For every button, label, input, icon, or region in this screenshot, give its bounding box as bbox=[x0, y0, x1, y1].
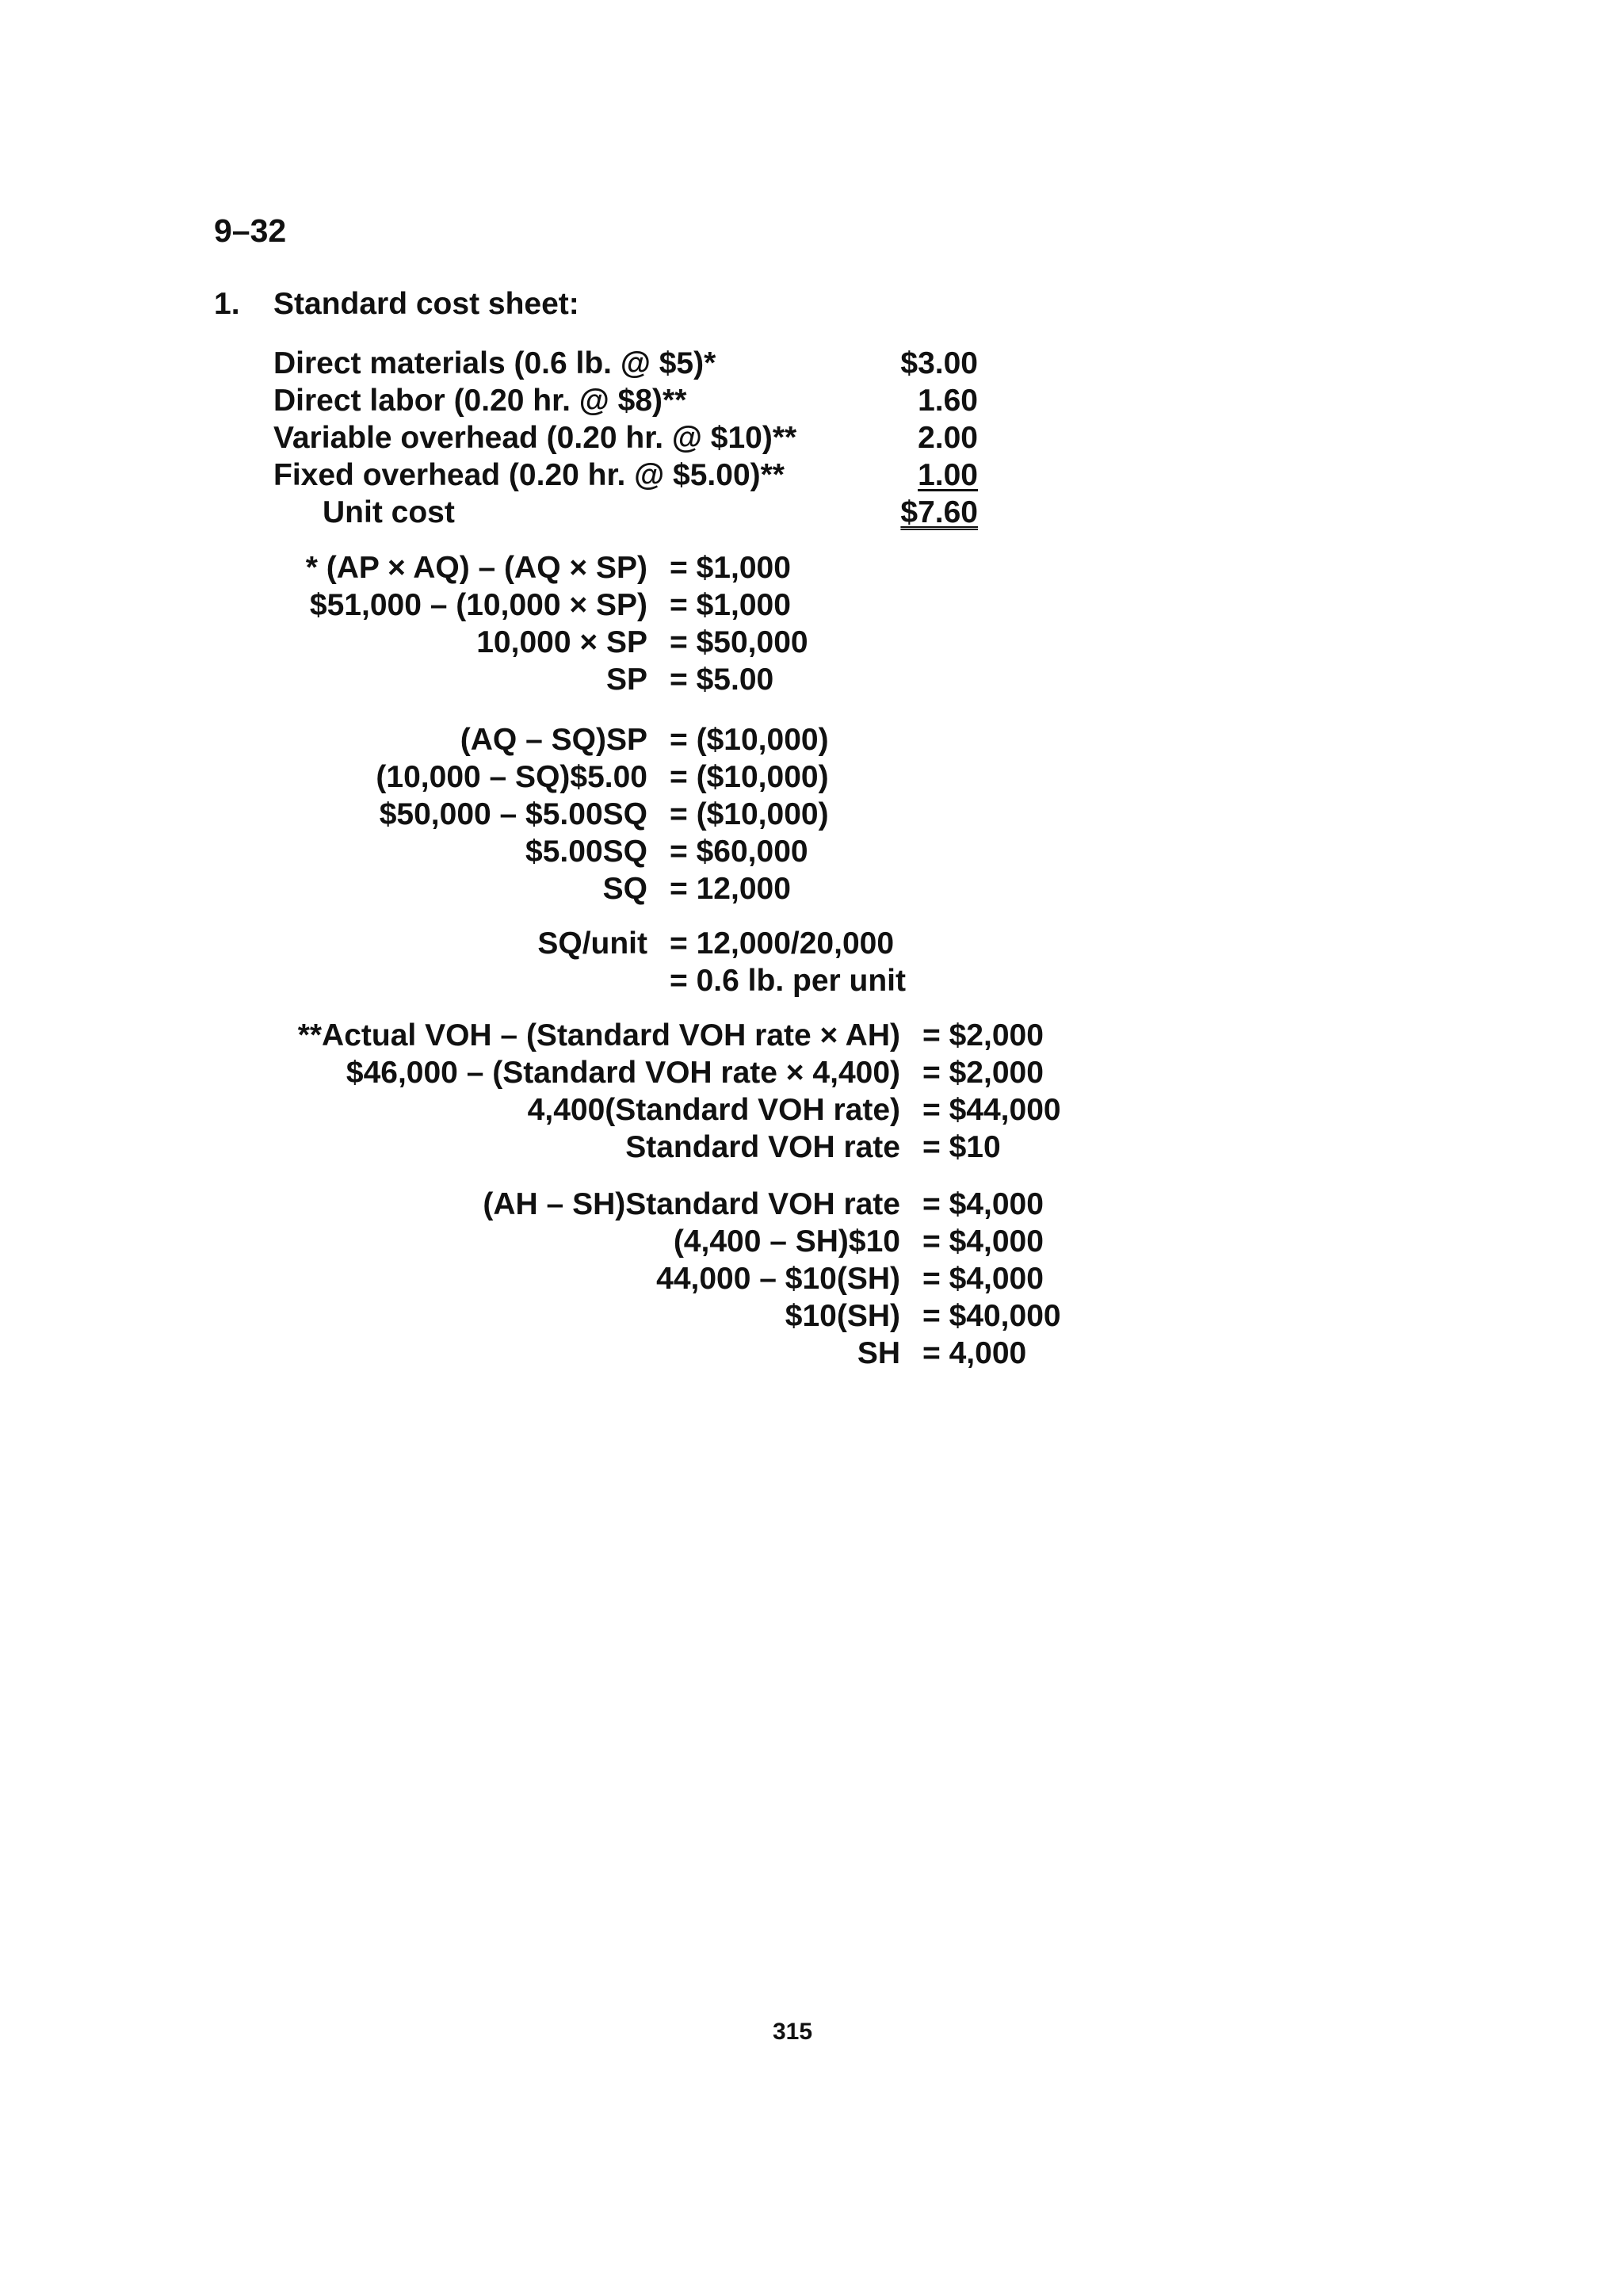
calc-row bbox=[0, 721, 829, 758]
cost-label: Direct labor (0.20 hr. @ $8)** bbox=[273, 384, 687, 418]
calc-rhs: = $10 bbox=[922, 1130, 1001, 1164]
calc-row bbox=[0, 624, 808, 661]
calc-row bbox=[0, 1129, 1001, 1166]
cost-label: Fixed overhead (0.20 hr. @ $5.00)** bbox=[273, 458, 785, 492]
calc-rhs: = ($10,000) bbox=[670, 797, 829, 831]
cost-label: Variable overhead (0.20 hr. @ $10)** bbox=[273, 421, 797, 455]
calc-row bbox=[0, 925, 895, 962]
calc-lhs: $46,000 – (Standard VOH rate × 4,400) bbox=[346, 1056, 900, 1090]
calc-lhs: 44,000 – $10(SH) bbox=[656, 1262, 900, 1296]
calc-row bbox=[0, 1017, 1044, 1054]
calc-lhs: (10,000 – SQ)$5.00 bbox=[376, 760, 647, 794]
calc-lhs: SQ/unit bbox=[537, 926, 647, 961]
calc-row bbox=[0, 1335, 1027, 1372]
calc-row bbox=[0, 870, 791, 907]
cost-amount: 1.00 bbox=[918, 458, 978, 492]
calc-lhs: SQ bbox=[602, 872, 647, 906]
cost-total: $7.60 bbox=[900, 495, 978, 529]
calc-lhs: $5.00SQ bbox=[525, 835, 647, 869]
cost-amount: $3.00 bbox=[900, 346, 978, 380]
calc-rhs: = ($10,000) bbox=[670, 760, 829, 794]
cost-row-unit-cost bbox=[273, 494, 987, 531]
calc-row bbox=[0, 549, 791, 586]
calc-lhs: (AH – SH)Standard VOH rate bbox=[483, 1187, 900, 1221]
calc-rhs: = $1,000 bbox=[670, 551, 791, 585]
calc-rhs: = 0.6 lb. per unit bbox=[670, 964, 906, 998]
calc-lhs: **Actual VOH – (Standard VOH rate × AH) bbox=[297, 1018, 900, 1052]
calc-rhs: = $1,000 bbox=[670, 588, 791, 622]
calc-lhs: $51,000 – (10,000 × SP) bbox=[309, 588, 647, 622]
cost-row-fixed-overhead bbox=[273, 457, 987, 494]
calc-lhs: 4,400(Standard VOH rate) bbox=[527, 1093, 900, 1127]
materials-quantity-calculation bbox=[0, 721, 829, 907]
calc-row bbox=[0, 1091, 1061, 1129]
cost-label: Direct materials (0.6 lb. @ $5)* bbox=[273, 346, 716, 380]
calc-lhs: SP bbox=[605, 663, 647, 697]
calc-rhs: = $4,000 bbox=[922, 1187, 1044, 1221]
calc-rhs: = 12,000/20,000 bbox=[670, 926, 895, 961]
page-number: 315 bbox=[772, 2019, 813, 2045]
calc-rhs: = $5.00 bbox=[670, 663, 774, 697]
calc-lhs: 10,000 × SP bbox=[476, 625, 647, 659]
calc-row bbox=[0, 1054, 1044, 1091]
cost-row-variable-overhead bbox=[273, 419, 987, 457]
materials-price-calculation bbox=[0, 549, 808, 698]
calc-row bbox=[0, 1223, 1044, 1260]
calc-rhs: = $60,000 bbox=[670, 835, 808, 869]
cost-amount: 2.00 bbox=[918, 421, 978, 455]
calc-row bbox=[0, 796, 829, 833]
calc-lhs: * (AP × AQ) – (AQ × SP) bbox=[305, 551, 647, 585]
calc-rhs: = 12,000 bbox=[670, 872, 791, 906]
calc-rhs: = $2,000 bbox=[922, 1056, 1044, 1090]
calc-row bbox=[0, 1297, 1061, 1335]
calc-lhs: (4,400 – SH)$10 bbox=[673, 1224, 900, 1259]
question-number: 1. bbox=[214, 287, 240, 321]
calc-rhs: = $44,000 bbox=[922, 1093, 1061, 1127]
calc-lhs: SH bbox=[857, 1336, 900, 1370]
cost-amount: 1.60 bbox=[918, 384, 978, 418]
calc-rhs: = ($10,000) bbox=[670, 723, 829, 757]
calc-lhs: Standard VOH rate bbox=[625, 1130, 900, 1164]
calc-row bbox=[0, 833, 808, 870]
calc-lhs: (AQ – SQ)SP bbox=[460, 723, 647, 757]
question-title: Standard cost sheet: bbox=[273, 287, 579, 321]
voh-efficiency-calculation bbox=[0, 1186, 1061, 1372]
sq-per-unit-calculation bbox=[0, 925, 906, 999]
cost-row-direct-labor bbox=[273, 382, 987, 419]
calc-row bbox=[0, 586, 791, 624]
calc-rhs: = $2,000 bbox=[922, 1018, 1044, 1052]
problem-number: 9–32 bbox=[214, 212, 287, 249]
calc-lhs: $50,000 – $5.00SQ bbox=[379, 797, 647, 831]
calc-rhs: = $4,000 bbox=[922, 1262, 1044, 1296]
calc-row bbox=[0, 661, 774, 698]
cost-label: Unit cost bbox=[323, 495, 455, 529]
calc-rhs: = $4,000 bbox=[922, 1224, 1044, 1259]
calc-row bbox=[0, 962, 906, 999]
calc-row bbox=[0, 758, 829, 796]
calc-rhs: = $50,000 bbox=[670, 625, 808, 659]
voh-rate-calculation bbox=[0, 1017, 1061, 1166]
calc-row bbox=[0, 1260, 1044, 1297]
calc-rhs: = 4,000 bbox=[922, 1336, 1027, 1370]
cost-row-direct-materials bbox=[273, 345, 987, 382]
standard-cost-sheet bbox=[273, 345, 987, 531]
calc-lhs: $10(SH) bbox=[785, 1299, 900, 1333]
calc-row bbox=[0, 1186, 1044, 1223]
calc-rhs: = $40,000 bbox=[922, 1299, 1061, 1333]
